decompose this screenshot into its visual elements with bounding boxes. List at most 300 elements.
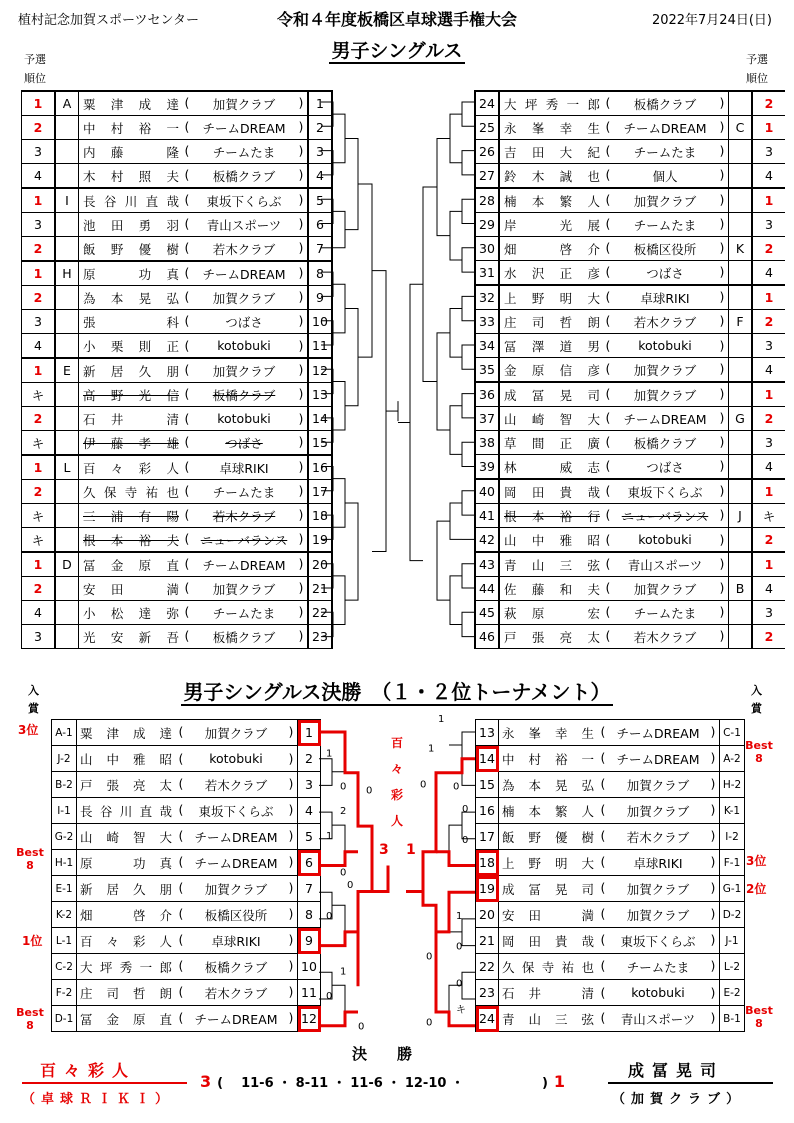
draw-number: 14 [476,746,499,772]
player-club-cell: ( チームたま ) [602,601,729,625]
player-name: 大坪秀一郎 [77,954,176,980]
draw-number: 32 [475,285,499,310]
player-name: 長谷川直哉 [79,188,182,213]
player-club: ニューバランス [621,508,709,524]
player-club: 加賀クラブ [633,362,697,378]
final-right-score: 1 [553,1072,566,1091]
draw-number: 1 [308,91,332,116]
pool-group: I [55,188,79,213]
player-name: 草間正廣 [499,431,602,455]
player-club-cell: ( 加賀クラブ ) [602,382,729,407]
player-name: 原 功真 [77,850,176,876]
player-name: 吉田大紀 [499,140,602,164]
player-club: 東坂下くらぶ [620,933,696,949]
player-name: 飯野優樹 [79,237,182,262]
player-name: 山中雅昭 [77,746,176,772]
draw-number: 19 [308,528,332,553]
player-name: 岸 光展 [499,213,602,237]
final-score-line [200,1072,565,1091]
player-club: チームたま [212,484,276,500]
player-club-cell: ( 板橋クラブ ) [181,383,308,407]
pool-group: H [55,261,79,286]
draw-number: 42 [475,528,499,553]
pool-rank: 2 [22,480,56,504]
pool-rank: 3 [752,140,785,164]
player-name: 百々彩人 [77,928,176,954]
player-name: 石井 清 [499,980,598,1006]
draw-number: 38 [475,431,499,455]
pool-rank: 4 [752,164,785,189]
player-club-cell: ( チームDREAM ) [175,1006,298,1032]
player-club: チームたま [212,605,276,621]
knockout-bracket-line [372,866,388,892]
player-club-cell: ( 東坂下くらぶ ) [175,798,298,824]
player-club-cell: ( kotobuki ) [602,334,729,358]
player-club-cell: ( チームたま ) [181,140,308,164]
draw-number: 21 [308,577,332,601]
player-name: 林 威志 [499,455,602,480]
pool-group: C [729,116,753,140]
draw-number: 6 [308,213,332,237]
player-club: 板橋クラブ [633,435,697,451]
draw-number: 21 [476,928,499,954]
player-club: 若木クラブ [633,314,697,330]
player-name: 小松達弥 [79,601,182,625]
seed-label: L-1 [52,928,77,954]
player-name: 安田 満 [499,902,598,928]
player-club-cell: ( つばさ ) [181,431,308,456]
player-club: kotobuki [209,751,263,766]
player-club-cell: ( 加賀クラブ ) [597,876,720,902]
runner-name: 成冨晃司 [628,1061,725,1080]
player-name: 池田勇羽 [79,213,182,237]
player-club-cell: ( 東坂下くらぶ ) [602,479,729,504]
game-score: 0 [426,1017,433,1029]
final-score-left: 3 [379,842,389,858]
draw-number: 27 [475,164,499,189]
player-name: 飯野優樹 [499,824,598,850]
final-games: 11-6 ・ 8-11 ・ 11-6 ・ 12-10 ・ [241,1076,464,1091]
draw-number: 4 [308,164,332,189]
player-club-cell: ( 加賀クラブ ) [181,286,308,310]
player-club-cell: ( 加賀クラブ ) [597,798,720,824]
draw-number: 34 [475,334,499,358]
player-club: チームDREAM [616,725,700,741]
player-club: 東坂下くらぶ [198,803,274,819]
player-name: 戸張亮太 [499,625,602,649]
player-club: チームDREAM [616,751,700,767]
player-club: 若木クラブ [633,629,697,645]
player-club-cell: ( kotobuki ) [181,407,308,431]
pool-rank: 3 [22,213,56,237]
player-club: ニューバランス [200,532,288,548]
draw-number: 7 [308,237,332,262]
player-club: 加賀クラブ [212,96,276,112]
player-club: kotobuki [638,338,692,353]
player-club-cell: ( 加賀クラブ ) [597,902,720,928]
player-name: 粟津成達 [77,720,176,746]
draw-number: 37 [475,407,499,431]
pool-rank: 4 [22,164,56,189]
player-club: 東坂下くらぶ [206,193,282,209]
game-score: 0 [340,867,347,879]
draw-number: 33 [475,310,499,334]
pool-rank: 2 [752,407,785,431]
player-club: 青山スポーツ [627,557,703,573]
pool-rank: 3 [752,601,785,625]
draw-number: 3 [298,772,321,798]
pool-rank: 2 [752,237,785,261]
seed-label: C-1 [720,720,745,746]
player-club: 板橋クラブ [212,387,276,403]
draw-number: 15 [308,431,332,456]
player-name: 高野光信 [79,383,182,407]
pool-rank: 1 [752,285,785,310]
player-club-cell: ( つばさ ) [602,261,729,286]
draw-number: 18 [308,504,332,528]
player-club-cell: ( 板橋区役所 ) [602,237,729,261]
player-club: 卓球RIKI [633,855,683,871]
seed-label: I-2 [720,824,745,850]
pool-rank: 3 [752,431,785,455]
draw-number: 36 [475,382,499,407]
pool-rank: 2 [22,577,56,601]
player-name: 久保寺祐也 [499,954,598,980]
draw-number: 13 [308,383,332,407]
player-name: 張 科 [79,310,182,334]
player-name: 庄司哲朗 [77,980,176,1006]
player-club-cell: ( 板橋クラブ ) [602,91,729,116]
pool-rank: 4 [752,577,785,601]
player-name: 鈴木誠也 [499,164,602,189]
seed-label: E-2 [720,980,745,1006]
player-club: 若木クラブ [212,508,276,524]
draw-number: 16 [308,455,332,480]
draw-number: 14 [308,407,332,431]
player-club-cell: ( kotobuki ) [181,334,308,359]
pool-group: E [55,358,79,383]
seed-label: D-2 [720,902,745,928]
player-club-cell: ( 若木クラブ ) [175,772,298,798]
player-name: 上野明大 [499,850,598,876]
player-club-cell: ( kotobuki ) [597,980,720,1006]
player-name: 安田 満 [79,577,182,601]
player-club-cell: ( 加賀クラブ ) [175,876,298,902]
player-club: チームDREAM [202,120,286,136]
game-score: 0 [426,951,433,963]
knockout-bracket-line [462,759,475,786]
player-name: 冨金原直 [77,1006,176,1032]
player-name: 新居久朋 [79,358,182,383]
draw-number: 31 [475,261,499,286]
draw-number: 17 [308,480,332,504]
knockout-bracket-line [319,1012,358,1026]
final-left-score: 3 [200,1072,212,1091]
player-club-cell: ( 加賀クラブ ) [597,772,720,798]
pool-rank: 3 [752,334,785,358]
player-club: 加賀クラブ [212,363,276,379]
champion-rule [22,1082,187,1084]
draw-number: 3 [308,140,332,164]
player-name: 畑 啓介 [499,237,602,261]
game-score: 0 [456,978,463,990]
player-club: 東坂下くらぶ [627,484,703,500]
draw-number: 11 [308,334,332,359]
pool-rank: 4 [752,455,785,480]
player-club: kotobuki [217,338,271,353]
player-club: チームDREAM [623,411,707,427]
player-club-cell: ( 板橋クラブ ) [181,625,308,649]
pool-rank: 1 [22,455,56,480]
draw-number: 12 [308,358,332,383]
game-score: 1 [428,743,435,755]
player-club: 加賀クラブ [212,290,276,306]
player-name: 楠本繁人 [499,188,602,213]
pool-group: L [55,455,79,480]
game-score: 0 [358,1021,365,1033]
draw-number: 25 [475,116,499,140]
draw-number: 26 [475,140,499,164]
section-title-final: 男子シングルス決勝 （１・２位トーナメント） [183,680,611,704]
award-best8-right-1: Best 8 [745,739,773,765]
player-name: 中村裕一 [79,116,182,140]
pool-rank: 2 [22,116,56,140]
player-club-cell: ( 卓球RIKI ) [597,850,720,876]
pool-rank: 1 [752,552,785,577]
seed-label: G-2 [52,824,77,850]
seed-label: I-1 [52,798,77,824]
final-close: ) [541,1076,548,1091]
pool-rank: 1 [22,358,56,383]
player-club: 加賀クラブ [633,193,697,209]
game-score: 0 [453,781,460,793]
draw-number: 6 [298,850,321,876]
player-club-cell: ( 加賀クラブ ) [181,358,308,383]
player-name: 岡田貴哉 [499,928,598,954]
seed-label: B-2 [52,772,77,798]
player-club: つばさ [646,265,684,281]
pool-rank: キ [752,504,785,528]
award-best8-right-2: Best 8 [745,1004,773,1030]
player-club: 若木クラブ [204,777,268,793]
knockout-bracket-line [449,732,475,759]
player-club: 青山スポーツ [206,217,282,233]
event-title: 令和４年度板橋区卓球選手権大会 [276,10,517,29]
draw-number: 41 [475,504,499,528]
champion-name: 百々彩人 [40,1061,137,1080]
player-name: 佐藤和夫 [499,577,602,601]
award-best8-left-2: Best 8 [16,1006,44,1032]
player-club-cell: ( 東坂下くらぶ ) [597,928,720,954]
player-club: 加賀クラブ [212,581,276,597]
player-club-cell: ( 加賀クラブ ) [175,720,298,746]
game-score: 0 [462,804,469,816]
seed-label: E-1 [52,876,77,902]
player-club-cell: ( 加賀クラブ ) [602,188,729,213]
draw-number: 35 [475,358,499,383]
player-club-cell: ( 板橋クラブ ) [602,431,729,455]
pool-rank: 1 [752,188,785,213]
runner-rule [608,1082,773,1084]
rank-caption-right: 予選 順位 [746,53,768,85]
player-club: 板橋クラブ [212,168,276,184]
player-club: チームDREAM [194,1011,278,1027]
player-club: 加賀クラブ [626,803,690,819]
player-club: チームたま [633,605,697,621]
player-club: kotobuki [631,985,685,1000]
seed-label: H-2 [720,772,745,798]
seed-label: J-1 [720,928,745,954]
prize-caption-right: 入 賞 [751,684,762,715]
pool-group: A [55,91,79,116]
player-name: 根本裕行 [499,504,602,528]
section-title-singles: 男子シングルス [331,40,463,62]
player-club-cell: ( 青山スポーツ ) [597,1006,720,1032]
player-name: 山崎智大 [499,407,602,431]
award-first: 1位 [22,934,43,948]
player-club-cell: ( チームDREAM ) [181,261,308,286]
award-third-left: 3位 [18,723,39,737]
player-club-cell: ( つばさ ) [181,310,308,334]
game-score: 1 [456,910,463,922]
draw-number: 23 [476,980,499,1006]
draw-number: 46 [475,625,499,649]
game-score: 0 [326,991,333,1002]
player-club-cell: ( チームDREAM ) [597,746,720,772]
player-club-cell: ( 卓球RIKI ) [181,455,308,480]
game-score: 1 [326,830,333,842]
player-club-cell: ( チームDREAM ) [175,850,298,876]
player-club-cell: ( ニューバランス ) [181,528,308,553]
pool-rank: 1 [752,479,785,504]
player-club-cell: ( チームたま ) [597,954,720,980]
draw-number: 13 [476,720,499,746]
draw-number: 8 [298,902,321,928]
seed-label: G-1 [720,876,745,902]
player-club-cell: ( 加賀クラブ ) [602,358,729,383]
player-club: チームたま [212,144,276,160]
pool-rank: キ [22,431,56,456]
player-club: 加賀クラブ [626,907,690,923]
player-name: 青山三弦 [499,552,602,577]
venue: 植村記念加賀スポーツセンター [18,13,199,28]
pool-rank: 3 [22,625,56,649]
game-score: 1 [340,966,347,978]
player-name: 永峯幸生 [499,720,598,746]
draw-number: 24 [476,1006,499,1032]
pool-group: G [729,407,753,431]
pool-group: J [729,504,753,528]
player-name: 金原信彦 [499,358,602,383]
pool-rank: 3 [22,310,56,334]
draw-number: 9 [308,286,332,310]
player-club-cell: ( チームDREAM ) [175,824,298,850]
player-name: 伊藤孝雄 [79,431,182,456]
player-club: チームDREAM [194,855,278,871]
player-name: 内藤 隆 [79,140,182,164]
award-second: 2位 [746,882,767,896]
player-club-cell: ( チームDREAM ) [181,552,308,577]
knockout-bracket-line [319,852,358,866]
pool-rank: 1 [22,261,56,286]
rank-caption-left: 予選 順位 [24,53,46,85]
player-club-cell: ( kotobuki ) [175,746,298,772]
seed-label: D-1 [52,1006,77,1032]
game-score: キ [456,1005,466,1016]
pool-group: B [729,577,753,601]
player-club-cell: ( 東坂下くらぶ ) [181,188,308,213]
player-name: 光安新吾 [79,625,182,649]
draw-number: 24 [475,91,499,116]
game-score: 0 [462,834,469,846]
player-name: 山崎智大 [77,824,176,850]
final-label: 決 勝 [352,1045,413,1063]
pool-rank: 1 [752,116,785,140]
player-name: 上野明大 [499,285,602,310]
player-club: チームDREAM [623,120,707,136]
seed-label: A-2 [720,746,745,772]
pool-rank: 2 [22,407,56,431]
seed-label: B-1 [720,1006,745,1032]
pool-rank: 2 [752,625,785,649]
draw-number: 11 [298,980,321,1006]
player-club: 加賀クラブ [633,387,697,403]
draw-number: 19 [476,876,499,902]
pool-rank: 2 [752,528,785,553]
player-club-cell: ( 若木クラブ ) [181,504,308,528]
award-third-right: 3位 [746,854,767,868]
draw-number: 2 [308,116,332,140]
player-club: 青山スポーツ [620,1011,696,1027]
pool-rank: 4 [22,601,56,625]
draw-number: 15 [476,772,499,798]
player-name: 楠本繁人 [499,798,598,824]
draw-number: 5 [308,188,332,213]
draw-number: 44 [475,577,499,601]
player-club: 若木クラブ [212,241,276,257]
player-club: 加賀クラブ [204,725,268,741]
player-club-cell: ( つばさ ) [602,455,729,480]
draw-number: 20 [308,552,332,577]
draw-number: 2 [298,746,321,772]
event-date: 2022年7月24日(日) [651,13,772,28]
player-club: チームDREAM [202,557,286,573]
draw-number: 9 [298,928,321,954]
player-club: チームDREAM [194,829,278,845]
award-best8-left-1: Best 8 [16,846,44,872]
pool-group: F [729,310,753,334]
game-score: 0 [326,910,333,922]
draw-number: 45 [475,601,499,625]
player-club: 若木クラブ [626,829,690,845]
draw-number: 43 [475,552,499,577]
player-club-cell: ( 加賀クラブ ) [181,577,308,601]
player-club: つばさ [225,314,263,330]
player-club-cell: ( 青山スポーツ ) [602,552,729,577]
draw-number: 10 [308,310,332,334]
champion-club: （卓球ＲＩＫＩ） [22,1092,175,1107]
player-club-cell: ( 若木クラブ ) [181,237,308,262]
pool-rank: キ [22,528,56,553]
pool-group: K [729,237,753,261]
player-club: つばさ [225,435,263,451]
player-club: 板橋クラブ [212,629,276,645]
player-name: 成冨晃司 [499,876,598,902]
player-club-cell: ( kotobuki ) [602,528,729,553]
player-name: 木村照夫 [79,164,182,189]
player-name: 石井 清 [79,407,182,431]
player-club: 卓球RIKI [640,290,690,306]
